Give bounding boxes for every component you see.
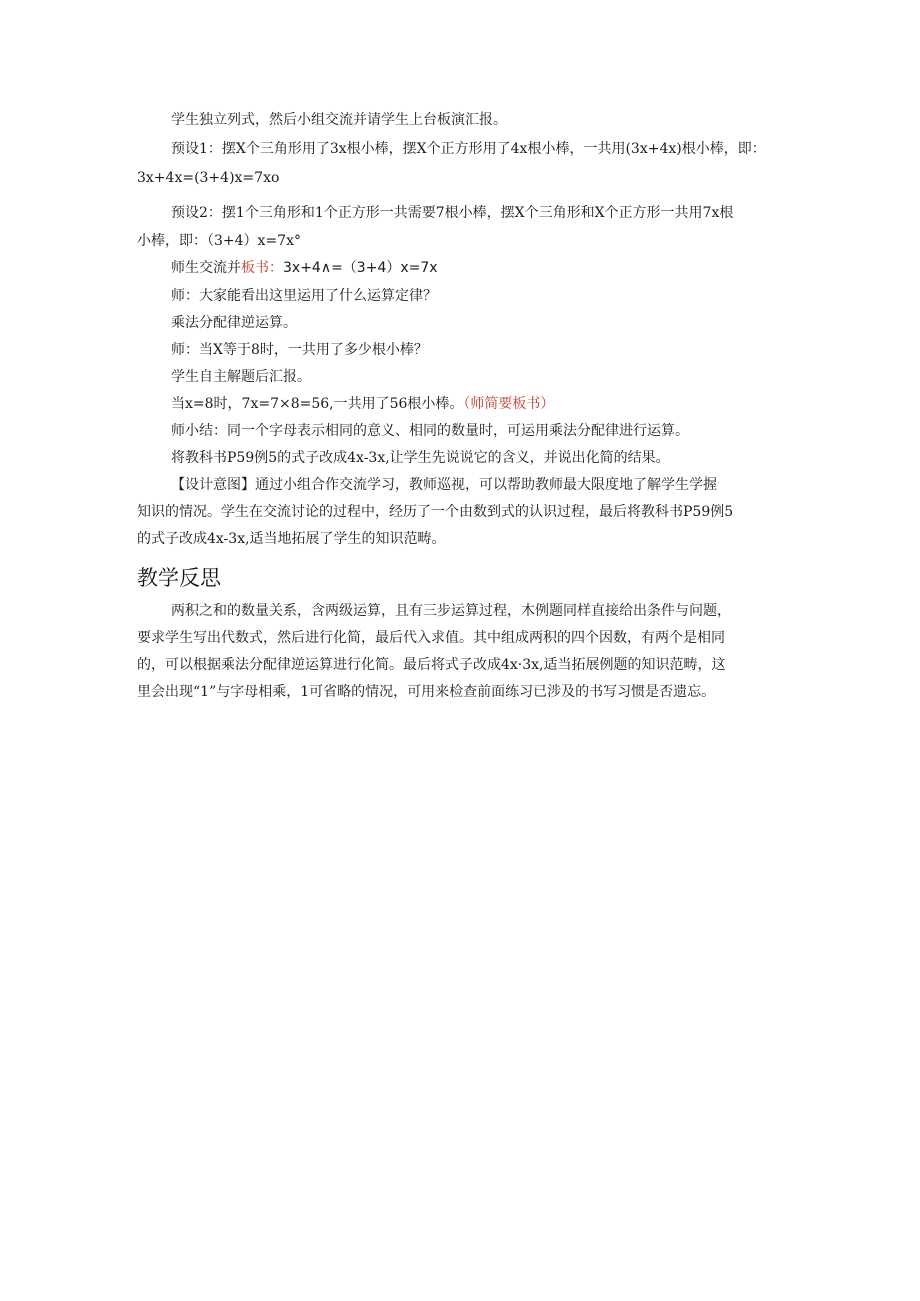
section-title: 教学反思 xyxy=(137,566,221,590)
text-line: 学生自主解题后汇报。 xyxy=(171,369,311,385)
text-line: 两积之和的数量关系，含两级运算，且有三步运算过程，木例题同样直接给出条件与问题， xyxy=(171,603,731,619)
text-line: 师：当X等于8时，一共用了多少根小棒？ xyxy=(171,342,428,358)
text-line xyxy=(171,394,554,414)
text-segment: 师生交流并 xyxy=(171,260,241,276)
text-line: 师小结：同一个字母表示相同的意义、相同的数量时，可运用乘法分配律进行运算。 xyxy=(171,423,689,439)
text-line: 乘法分配律逆运算。 xyxy=(171,315,297,331)
formula: 3x+4∧=（3+4）x=7x xyxy=(283,260,438,276)
text-line: 的，可以根据乘法分配律逆运算进行化简。最后将式子改成4x·3x,适当拓展例题的知识范畴，这 xyxy=(137,657,726,673)
text-line: 要求学生写出代数式，然后进行化简，最后代入求值。其中组成两积的四个因数，有两个是相同 xyxy=(137,630,725,646)
text-line xyxy=(171,258,438,278)
text-line: 知识的情况。学生在交流讨论的过程中，经历了一个由数到式的认识过程，最后将教科书P59例5 xyxy=(137,504,734,520)
text-line: 3x+4x=(3+4)x=7xo xyxy=(137,170,280,186)
text-line: 师：大家能看出这里运用了什么运算定律？ xyxy=(171,288,437,304)
red-annotation: （师简要板书） xyxy=(463,396,555,412)
text-line: 【设计意图】通过小组合作交流学习，教师巡视，可以帮助教师最大限度地了解学生学握 xyxy=(171,477,717,493)
text-segment: 当x=8时，7x=7×8=56,一共用了56根小棒。 xyxy=(171,396,464,412)
text-line: 将教科书P59例5的式子改成4x-3x,让学生先说说它的含义，并说出化简的结果。 xyxy=(171,450,670,466)
text-line: 预设1：摆X个三角形用了3x根小棒，摆X个正方形用了4x根小棒，一共用(3x+4x)根小棒，即： xyxy=(171,141,766,157)
text-line: 小棒，即：（3+4）x=7x° xyxy=(137,233,301,249)
red-annotation: 板书： xyxy=(241,260,283,276)
text-line: 的式子改成4x-3x,适当地拓展了学生的知识范畴。 xyxy=(137,531,446,547)
text-line: 学生独立列式，然后小组交流并请学生上台板演汇报。 xyxy=(171,112,507,128)
text-line: 里会出现“1”与字母相乘，1可省略的情况，可用来检查前面练习已涉及的书写习惯是否遗忘。 xyxy=(137,684,716,700)
text-line: 预设2：摆1个三角形和1个正方形一共需要7根小棒，摆X个三角形和X个正方形一共用7x根 xyxy=(171,205,734,221)
